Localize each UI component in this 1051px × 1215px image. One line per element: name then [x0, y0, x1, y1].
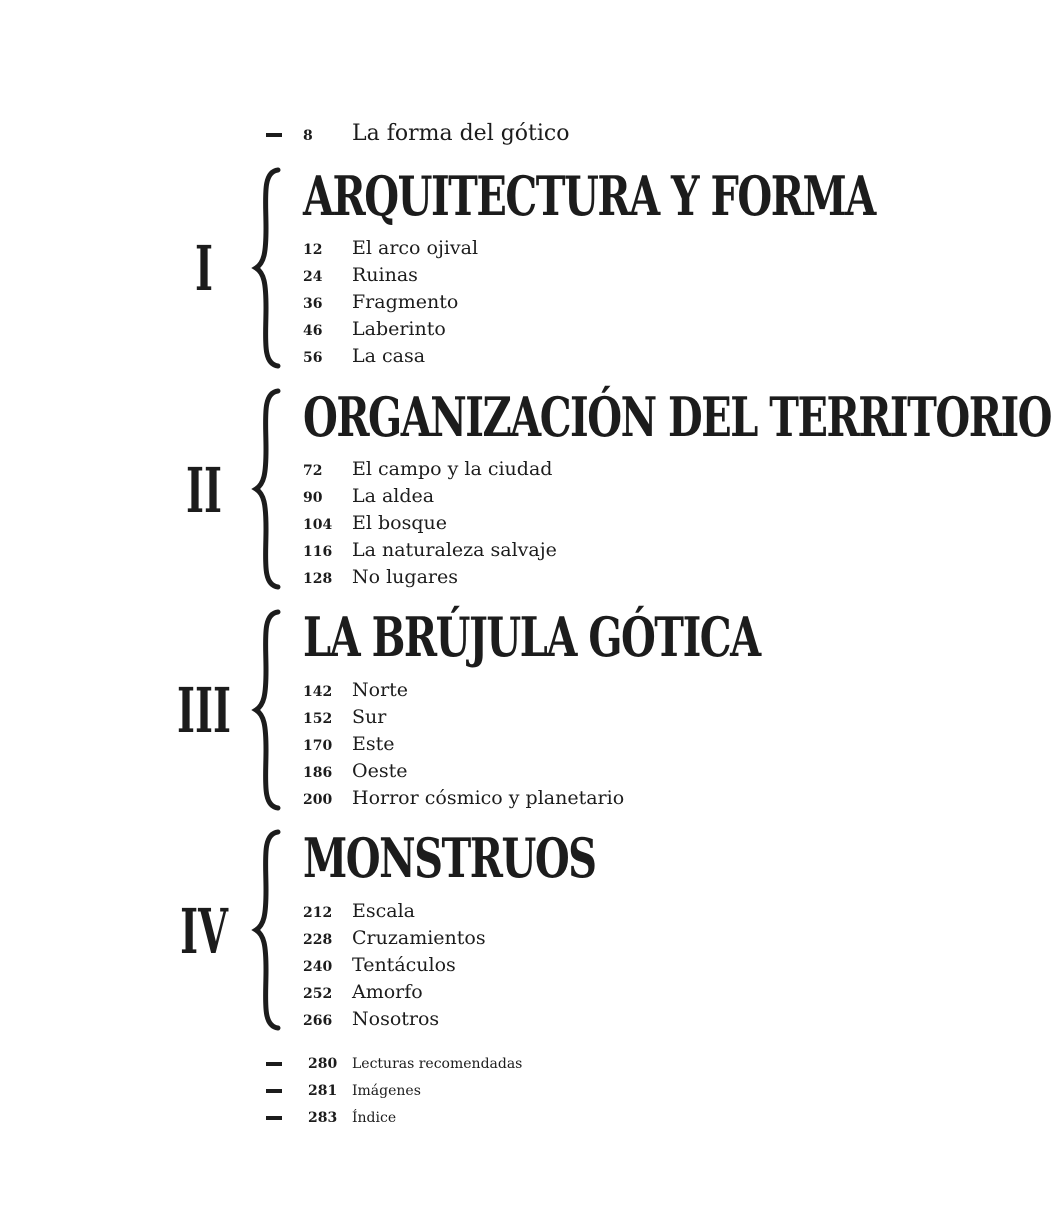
- entry-page-number: 142: [303, 684, 333, 700]
- entry-page-number: 128: [303, 571, 333, 587]
- section-heading: LA BRÚJULA GÓTICA: [303, 605, 760, 669]
- dash-marker: [266, 1062, 282, 1066]
- entry-title: Fragmento: [352, 291, 459, 313]
- entry-title: Sur: [352, 706, 387, 728]
- back-matter-title: Lecturas recomendadas: [352, 1056, 523, 1072]
- curly-brace-icon: [252, 830, 282, 1030]
- entry-page-number: 46: [303, 323, 323, 339]
- entry-page-number: 24: [303, 269, 323, 285]
- section-heading: ORGANIZACIÓN DEL TERRITORIO: [303, 385, 1051, 449]
- entry-page-number: 12: [303, 242, 323, 258]
- entry-page-number: 152: [303, 711, 333, 727]
- entry-page-number: 170: [303, 738, 333, 754]
- entry-title: Horror cósmico y planetario: [352, 787, 625, 809]
- entry-title: Nosotros: [352, 1008, 440, 1030]
- section-numeral: III: [177, 674, 231, 747]
- entry-page-number: 56: [303, 350, 323, 366]
- entry-title: El arco ojival: [352, 237, 479, 259]
- curly-brace-icon: [252, 610, 282, 810]
- entry-page-number: 36: [303, 296, 323, 312]
- entry-title: La naturaleza salvaje: [352, 539, 557, 561]
- entry-page-number: 266: [303, 1013, 333, 1029]
- intro-title: La forma del gótico: [352, 121, 570, 146]
- back-matter-page-number: 281: [308, 1083, 338, 1099]
- entry-title: La aldea: [352, 485, 435, 507]
- entry-title: No lugares: [352, 566, 458, 588]
- section-numeral: I: [195, 232, 213, 305]
- entry-title: Cruzamientos: [352, 927, 486, 949]
- entry-title: El campo y la ciudad: [352, 458, 553, 480]
- section-numeral: IV: [180, 895, 228, 968]
- entry-title: La casa: [352, 345, 426, 367]
- entry-title: Laberinto: [352, 318, 446, 340]
- entry-page-number: 72: [303, 463, 323, 479]
- section-numeral: II: [186, 454, 222, 527]
- dash-marker: [266, 1089, 282, 1093]
- entry-page-number: 116: [303, 544, 333, 560]
- entry-title: Ruinas: [352, 264, 418, 286]
- entry-title: Tentáculos: [352, 954, 456, 976]
- back-matter-title: Índice: [352, 1110, 397, 1126]
- dash-marker: [266, 133, 282, 137]
- entry-page-number: 90: [303, 490, 323, 506]
- curly-brace-icon: [252, 168, 282, 368]
- section-heading: ARQUITECTURA Y FORMA: [303, 164, 875, 228]
- section-heading: MONSTRUOS: [303, 826, 596, 890]
- entry-page-number: 252: [303, 986, 333, 1002]
- entry-page-number: 212: [303, 905, 333, 921]
- entry-title: El bosque: [352, 512, 447, 534]
- back-matter-page-number: 283: [308, 1110, 338, 1126]
- entry-title: Escala: [352, 900, 415, 922]
- curly-brace-icon: [252, 389, 282, 589]
- entry-title: Amorfo: [352, 981, 423, 1003]
- entry-title: Oeste: [352, 760, 408, 782]
- entry-page-number: 200: [303, 792, 333, 808]
- intro-page-number: 8: [303, 128, 313, 144]
- entry-page-number: 104: [303, 517, 333, 533]
- dash-marker: [266, 1116, 282, 1120]
- entry-page-number: 186: [303, 765, 333, 781]
- entry-page-number: 240: [303, 959, 333, 975]
- entry-page-number: 228: [303, 932, 333, 948]
- back-matter-page-number: 280: [308, 1056, 338, 1072]
- entry-title: Este: [352, 733, 395, 755]
- back-matter-title: Imágenes: [352, 1083, 421, 1099]
- entry-title: Norte: [352, 679, 409, 701]
